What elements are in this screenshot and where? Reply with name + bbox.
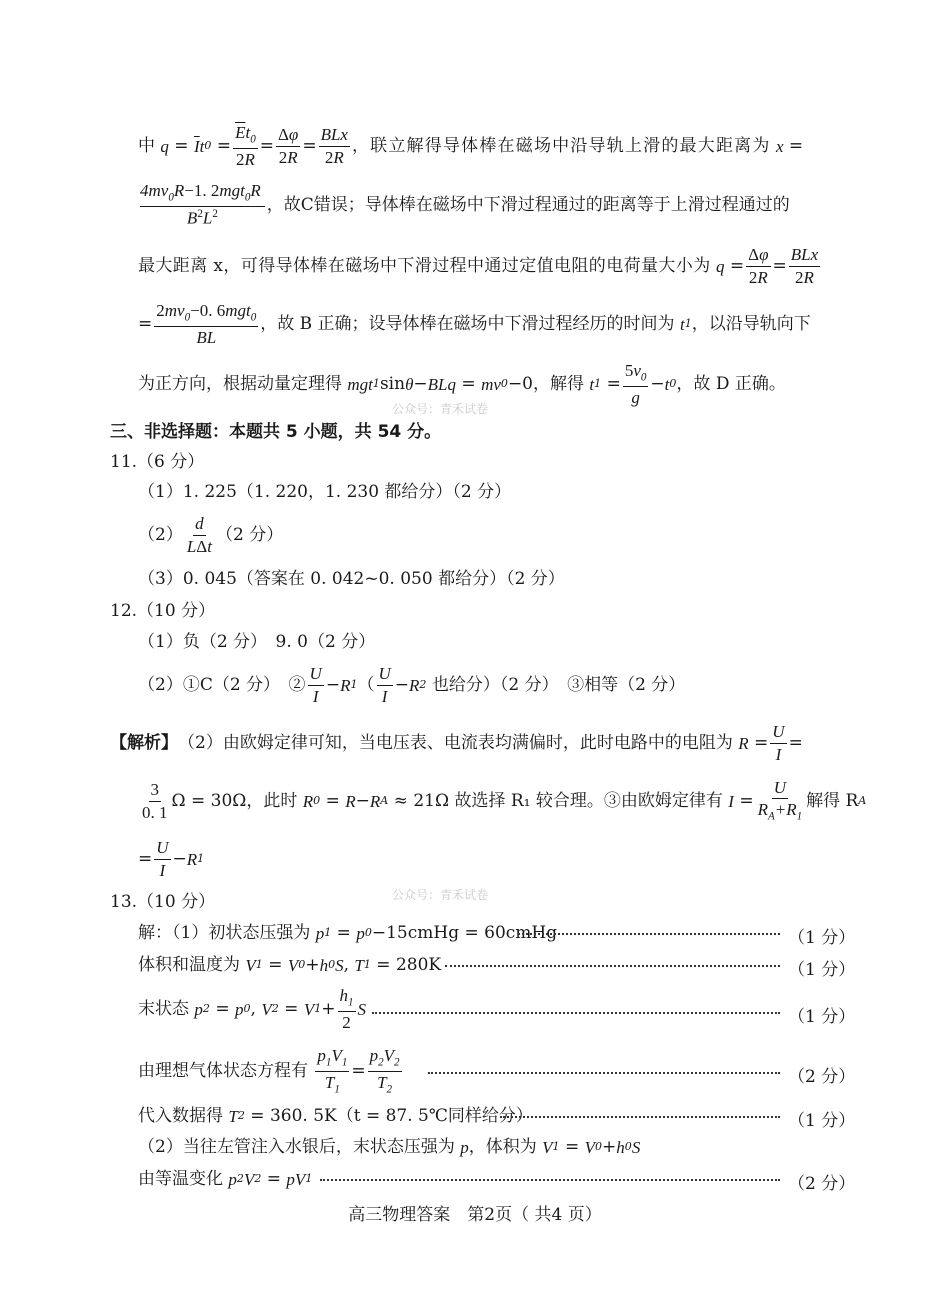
q13-row-7: 由等温变化 p 2 V 2 = pV 1 — [138, 1168, 313, 1189]
q13-score-7: （2 分） — [788, 1174, 856, 1194]
fraction: $\frac{\overline{E}t_0}{2R}$ — [235, 122, 256, 169]
q12-explanation-3: = $\frac{U}{I}$ − R 1 — [138, 837, 205, 880]
q13-row-4: 由理想气体状态方程有 $\frac{p_1V_1}{T_1}$ = $\frac{p_2V_2}{T_2}$ — [138, 1045, 400, 1095]
q13-score-1: （1 分） — [788, 928, 856, 948]
dot-leader — [518, 933, 780, 935]
fraction: $\frac{5v_0}{g}$ — [624, 360, 647, 407]
p10-line-3: 最大距离 x，可得导体棒在磁场中下滑过程中通过定值电阻的电荷量大小为 q = $\frac{\Delta\varphi}{2R}$ = $\frac{\text{BLx}}{2R}$ — [138, 244, 819, 287]
p10-line-4: = $\frac{2mv_0-0. 6mgt_0}{BL}$ ，故 B 正确；设导体棒在磁场中下滑过程经历的时间为 t 1 ，以沿导轨向下 — [138, 300, 811, 347]
fraction: $\frac{h_1}{2}$ — [339, 985, 354, 1032]
q12-explanation-1: 【解析】 （2）由欧姆定律可知，当电压表、电流表均满偏时，此时电路中的电阻为 R = $\frac{U}{I}$ = — [110, 721, 803, 764]
dot-leader — [320, 1179, 780, 1181]
fraction: $\frac{\Delta\varphi}{2R}$ — [277, 124, 299, 167]
q13-score-3: （1 分） — [788, 1007, 856, 1027]
dot-leader — [372, 1012, 780, 1014]
fraction: $\frac{U}{I}$ — [378, 663, 391, 706]
fraction: $\frac{2mv_0-0. 6mgt_0}{BL}$ — [156, 300, 257, 347]
q11-answer-2: （2） $\frac{d}{\text{LΔt}}$ （2 分） — [138, 513, 284, 556]
q13-row-6: （2）当往左管注入水银后，末状态压强为 p ，体积为 V 1 = V 0 + h 0 S — [138, 1136, 641, 1157]
fraction: $\frac{p_2V_2}{T_2}$ — [369, 1045, 400, 1095]
q12-heading: 12.（10 分） — [110, 600, 216, 621]
dot-leader — [428, 1072, 780, 1074]
q12-answer-1: （1）负（2 分） 9. 0（2 分） — [138, 631, 376, 652]
fraction: $\frac{3}{0. 1}$ — [142, 779, 168, 822]
q13-score-5: （1 分） — [788, 1111, 856, 1131]
fraction: $\frac{p_1V_1}{T_1}$ — [317, 1045, 348, 1095]
dot-leader — [500, 1116, 780, 1118]
q11-heading: 11.（6 分） — [110, 451, 205, 472]
fraction: $\frac{\text{BLx}}{2R}$ — [790, 244, 819, 287]
q12-answer-2: （2）①C（2 分） ② $\frac{U}{I}$ − R 1 （ $\frac{U}{I}$ − R 2 也给分）（2 分） ③相等（2 分） — [138, 663, 686, 706]
q13-row-3: 末状态 p 2 = p 0 , V 2 = V 1 + $\frac{h_1}{2}$ S — [138, 985, 367, 1032]
fraction: $\frac{\text{BLx}}{2R}$ — [320, 124, 348, 167]
q13-row-5: 代入数据得 T 2 = 360. 5K （t = 87. 5℃同样给分） — [138, 1105, 533, 1126]
q13-score-4: （2 分） — [788, 1067, 856, 1087]
p10-line-1: 中 q = $\overline{I}$ t 0 = $\frac{\overline{E}t_0}{2R}$ = $\frac{\Delta\varphi}{2R}$ = $\frac{\text{BLx}}{2R}$ ，联立解得导体棒在磁场中沿导轨上滑的最大距离为 x = — [138, 122, 804, 169]
fraction: $\frac{U}{I}$ — [309, 663, 322, 706]
watermark: 公众号：青禾试卷 — [392, 402, 489, 416]
q11-answer-1: （1）1. 225（1. 220，1. 230 都给分）（2 分） — [138, 481, 512, 502]
p10-line-2: $\frac{4mv_0R-1. 2mgt_0R}{B^2L^2}$ ，故C错误；导体棒在磁场中下滑过程通过的距离等于上滑过程通过的 — [140, 181, 790, 228]
fraction: $\frac{U}{I}$ — [156, 837, 169, 880]
dot-leader — [445, 965, 780, 967]
watermark: 公众号：青禾试卷 — [392, 888, 489, 902]
q13-row-1: 解：（1）初状态压强为 p 1 = p 0 −15cmHg = 60cmHg — [138, 922, 558, 943]
q13-row-2: 体积和温度为 V 1 = V 0 + h 0 S , T 1 = 280K — [138, 954, 442, 975]
fraction: $\frac{U}{R_A+R_1}$ — [757, 777, 803, 823]
fraction: $\frac{4mv_0R-1. 2mgt_0R}{B^2L^2}$ — [140, 182, 265, 227]
q12-explanation-2: $\frac{3}{0. 1}$ Ω = 30Ω ，此时 R 0 = R − R A ≈ 21Ω 故选择 R₁ 较合理。③由欧姆定律有 I = $\frac{U}{R_A+R_1}$ 解得 R A — [142, 777, 867, 823]
q13-score-2: （1 分） — [788, 960, 856, 980]
page-footer: 高三物理答案 第2页（ 共4 页） — [348, 1205, 602, 1225]
fraction: $\frac{\Delta\varphi}{2R}$ — [748, 244, 769, 287]
p10-line-5: 为正方向，根据动量定理得 mgt 1 sin θ − BLq = mv 0 −0 ，解得 t 1 = $\frac{5v_0}{g}$ − t 0 ，故 D 正确。 — [138, 360, 786, 407]
section-heading: 三、非选择题：本题共 5 小题，共 54 分。 — [110, 421, 442, 442]
q11-answer-3: （3）0. 045（答案在 0. 042~0. 050 都给分）（2 分） — [138, 568, 565, 589]
fraction: $\frac{U}{I}$ — [772, 721, 785, 764]
q13-heading: 13.（10 分） — [110, 891, 216, 912]
fraction: $\frac{d}{\text{LΔt}}$ — [186, 513, 212, 556]
